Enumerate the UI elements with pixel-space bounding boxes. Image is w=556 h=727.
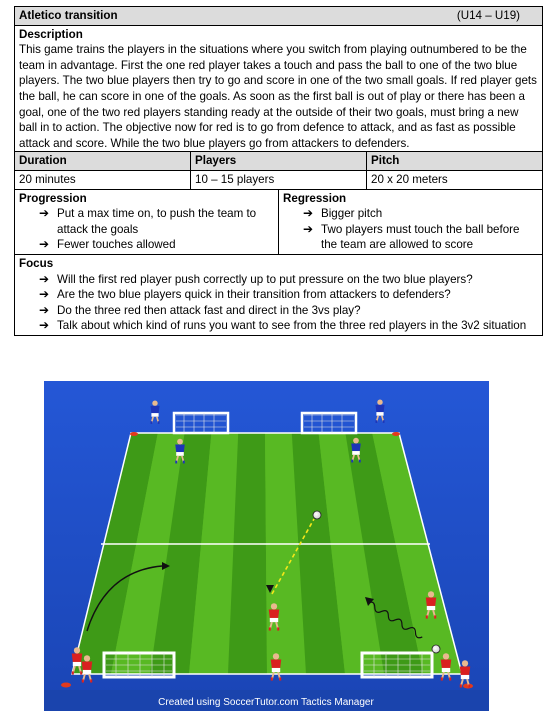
players-label: Players — [191, 152, 367, 171]
regression-heading: Regression — [283, 191, 347, 205]
focus-item-text: Will the first red player push correctly up to put pressure on the two blue players? — [57, 272, 473, 286]
arrow-icon: ➔ — [39, 206, 50, 221]
session-table — [14, 6, 543, 336]
ball-icon — [432, 645, 440, 653]
focus-item — [19, 318, 538, 334]
title-row — [15, 7, 543, 26]
duration-label: Duration — [15, 152, 191, 171]
arrow-icon: ➔ — [39, 318, 50, 333]
focus-item — [19, 287, 538, 303]
regression-item — [283, 222, 538, 253]
tactics-diagram — [44, 381, 489, 711]
cone — [61, 683, 71, 688]
ball-icon — [313, 511, 321, 519]
regression-item — [283, 206, 538, 222]
focus-row — [15, 254, 543, 335]
arrow-icon: ➔ — [303, 206, 314, 221]
cone — [392, 432, 400, 436]
prog-reg-row — [15, 189, 543, 254]
description-text: This game trains the players in the situations where you switch from playing outnumbered to be the team in advantage. First the one red player takes a touch and pass the ball to one of the two blue players. The two blue players then try to go and score in one of the two small goals. If red player gets the ball, he can score in one of the goals. As soon as the first ball is out of play or there has been a goal, one of the two red players standing ready at the outside of their two goals, must bring a new ball in to action. The objective now for red is to go from defence to attack, and as fast as possible attack and score. While the two blue players go from attackers to defenders. — [19, 43, 537, 150]
pitch-grass — [72, 433, 462, 674]
focus-item — [19, 303, 538, 319]
arrow-icon: ➔ — [39, 302, 50, 317]
session-sheet — [14, 6, 542, 336]
focus-item-text: Do the three red then attack fast and direct in the 3vs play? — [57, 303, 361, 317]
session-title: Atletico transition — [19, 9, 118, 22]
arrow-icon: ➔ — [303, 221, 314, 236]
progression-item — [19, 206, 274, 237]
pitch-label: Pitch — [367, 152, 543, 171]
regression-item-text: Two players must touch the ball before the team are allowed to score — [321, 222, 520, 252]
regression-item-text: Bigger pitch — [321, 207, 383, 221]
cone — [130, 432, 138, 436]
credit-text: Created using SoccerTutor.com Tactics Manager — [158, 697, 374, 708]
players-value: 10 – 15 players — [191, 170, 367, 189]
pitch-value: 20 x 20 meters — [367, 170, 543, 189]
regression-cell — [279, 189, 543, 254]
focus-item-text: Are the two blue players quick in their transition from attackers to defenders? — [57, 288, 451, 302]
focus-heading: Focus — [19, 256, 54, 270]
description-row — [15, 25, 543, 152]
info-header-row — [15, 152, 543, 171]
age-range: (U14 – U19) — [456, 9, 521, 22]
info-value-row — [15, 170, 543, 189]
progression-heading: Progression — [19, 191, 87, 205]
focus-cell — [15, 254, 543, 335]
progression-item — [19, 237, 274, 253]
pitch-svg — [44, 381, 489, 711]
progression-cell — [15, 189, 279, 254]
title-cell — [15, 7, 543, 26]
description-heading: Description — [19, 27, 83, 41]
focus-item-text: Talk about which kind of runs you want to see from the three red players in the 3v2 situation — [57, 319, 527, 333]
progression-item-text: Put a max time on, to push the team to attack the goals — [57, 207, 257, 236]
description-cell — [15, 25, 543, 152]
arrow-icon: ➔ — [39, 287, 50, 302]
arrow-icon: ➔ — [39, 271, 50, 286]
arrow-icon: ➔ — [39, 237, 50, 252]
duration-value: 20 minutes — [15, 170, 191, 189]
focus-item — [19, 272, 538, 288]
progression-item-text: Fewer touches allowed — [57, 238, 176, 252]
